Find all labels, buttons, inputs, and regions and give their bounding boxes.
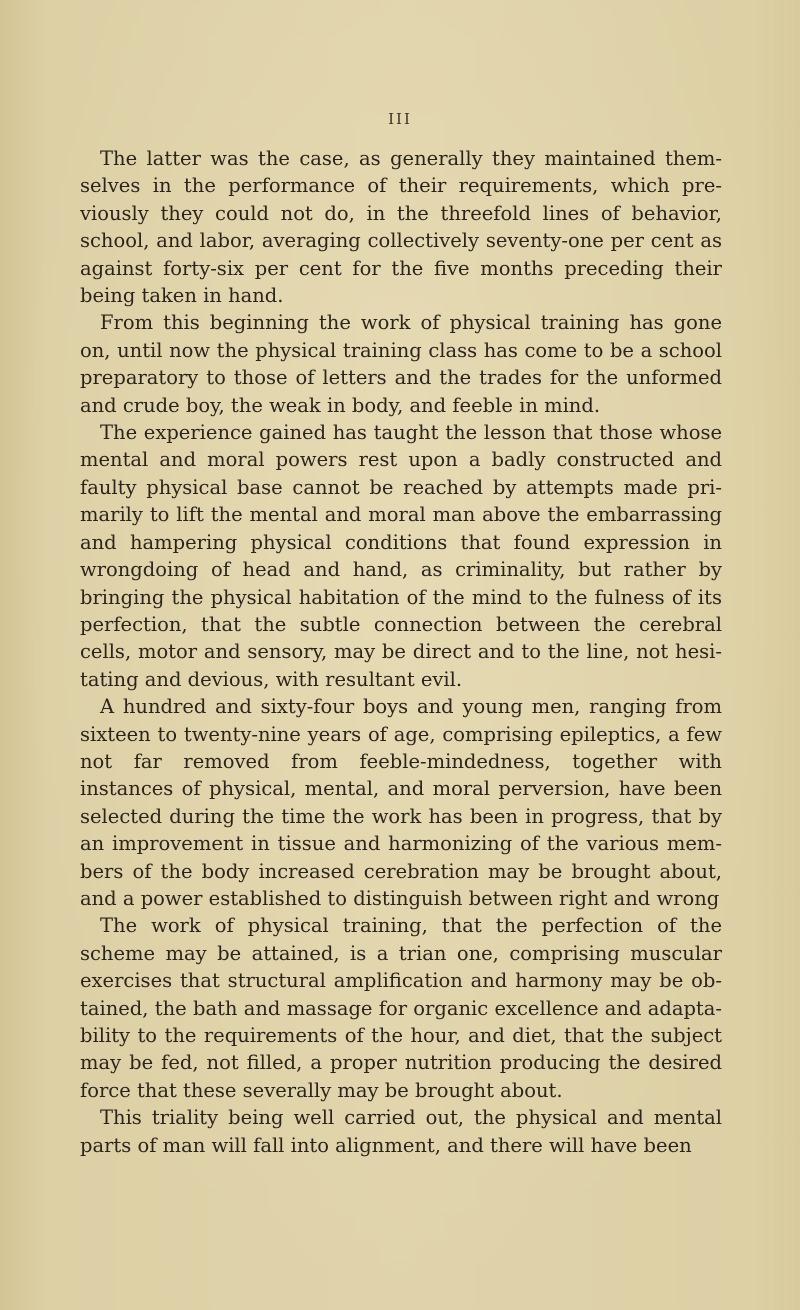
paragraph-5: The work of physical training, that the perfection of the scheme may be attained, is a trian one, comprising muscular exercises that structural amplification and harmony may be obtained, the bath and massage for organic excellence and adaptability to the requirements of the hour, and diet, that the subject may be fed, not filled, a proper nutrition producing the desired force that these severally may be brought about. — [80, 914, 722, 1102]
body-text — [80, 145, 722, 1159]
page-number: III — [388, 110, 412, 128]
paragraph-1: The latter was the case, as generally they maintained themselves in the performance of their requirements, which previously they could not do, in the threefold lines of behavior, school, and labor, averaging collectively seventy-one per cent as against forty-six per cent for the five months preceding their being taken in hand. — [80, 147, 722, 308]
paragraph-6: This triality being well carried out, the physical and mental parts of man will fall into alignment, and there will have been — [80, 1106, 722, 1157]
paragraph-4: A hundred and sixty-four boys and young men, ranging from sixteen to twenty-nine years of age, comprising epileptics, a few not far removed from feeble-mindedness, together with instances of physical, mental, and moral perversion, have been selected during the time the work has been in progress, that by an improvement in tissue and harmonizing of the various members of the body increased cerebration may be brought about, and a power established to distinguish between right and wrong — [80, 695, 722, 910]
paragraph-3: The experience gained has taught the lesson that those whose mental and moral powers rest upon a badly constructed and faulty physical base cannot be reached by attempts made primarily to lift the mental and moral man above the embarrassing and hampering physical conditions that found expression in wrongdoing of head and hand, as criminality, but rather by bringing the physical habitation of the mind to the fulness of its perfection, that the subtle connection between the cerebral cells, motor and sensory, may be direct and to the line, not hesitating and devious, with resultant evil. — [80, 421, 722, 691]
paragraph-2: From this beginning the work of physical training has gone on, until now the physical training class has come to be a school preparatory to those of letters and the trades for the unformed and crude boy, the weak in body, and feeble in mind. — [80, 311, 722, 417]
